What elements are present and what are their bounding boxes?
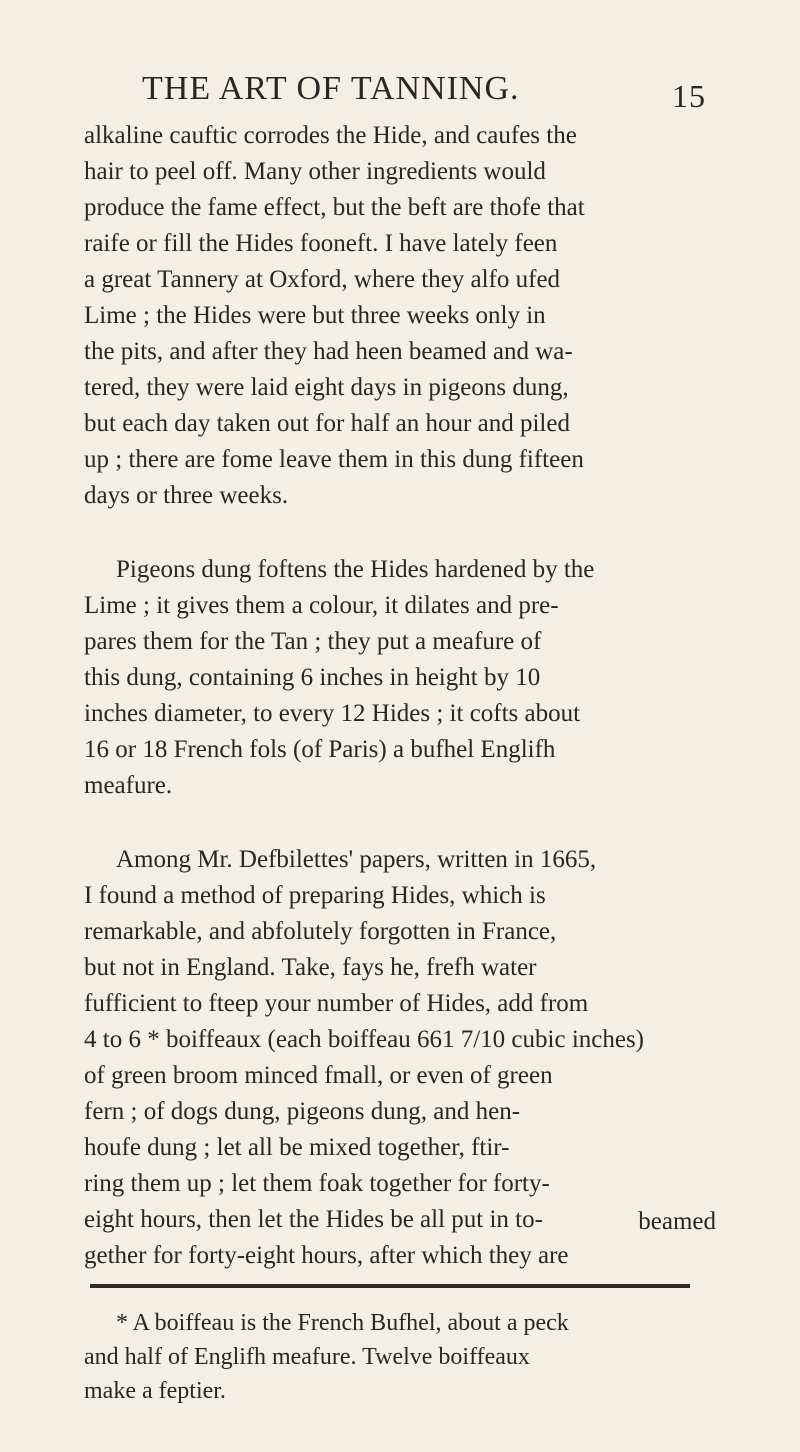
footnote: [84, 1306, 714, 1408]
paragraph-2: [84, 552, 716, 804]
text-line: eight hours, then let the Hides be all put in to-: [84, 1206, 543, 1233]
footnote-line: and half of Englifh meafure. Twelve boiffeaux: [84, 1344, 530, 1370]
text-line: but each day taken out for half an hour and piled: [84, 410, 570, 437]
text-line: pares them for the Tan ; they put a meafure of: [84, 628, 542, 655]
text-line: but not in England. Take, fays he, frefh water: [84, 954, 537, 981]
paragraph-gap: [84, 514, 716, 552]
text-line: raife or fill the Hides fooneft. I have lately feen: [84, 230, 558, 257]
text-line: fufficient to fteep your number of Hides, add from: [84, 990, 589, 1017]
text-line: remarkable, and abfolutely forgotten in France,: [84, 918, 557, 945]
paragraph-3: [84, 842, 716, 1274]
text-line: Among Mr. Defbilettes' papers, written in 1665,: [116, 846, 597, 873]
text-line: the pits, and after they had heen beamed and wa-: [84, 338, 573, 365]
text-line: 16 or 18 French fols (of Paris) a bufhel Englifh: [84, 736, 556, 763]
text-line: produce the fame effect, but the beft are thofe that: [84, 194, 585, 221]
text-line: of green broom minced fmall, or even of green: [84, 1062, 553, 1089]
text-line: Pigeons dung foftens the Hides hardened by the: [116, 556, 595, 583]
running-title: THE ART OF TANNING.: [142, 70, 520, 107]
body-text: [84, 118, 716, 1274]
paragraph-gap: [84, 804, 716, 842]
text-line: Lime ; the Hides were but three weeks only in: [84, 302, 546, 329]
text-line: meafure.: [84, 772, 173, 799]
running-header: [142, 70, 706, 114]
text-line: inches diameter, to every 12 Hides ; it cofts about: [84, 700, 581, 727]
text-line: I found a method of preparing Hides, which is: [84, 882, 546, 909]
text-line: gether for forty-eight hours, after which they are: [84, 1242, 569, 1269]
text-line: alkaline cauftic corrodes the Hide, and caufes the: [84, 122, 577, 149]
text-line: a great Tannery at Oxford, where they alfo ufed: [84, 266, 561, 293]
page-number: 15: [672, 78, 706, 114]
text-line: ring them up ; let them foak together for forty-: [84, 1170, 550, 1197]
text-line: tered, they were laid eight days in pigeons dung,: [84, 374, 569, 401]
text-line: Lime ; it gives them a colour, it dilates and pre-: [84, 592, 559, 619]
text-line: fern ; of dogs dung, pigeons dung, and hen-: [84, 1098, 521, 1125]
text-line: up ; there are fome leave them in this dung fifteen: [84, 446, 584, 473]
text-line: houfe dung ; let all be mixed together, ftir-: [84, 1134, 510, 1161]
text-line: days or three weeks.: [84, 482, 289, 509]
footnote-rule: [90, 1284, 690, 1288]
paragraph-1: [84, 118, 716, 514]
text-line: 4 to 6 * boiffeaux (each boiffeau 661 7/10 cubic inches): [84, 1026, 645, 1053]
text-line: hair to peel off. Many other ingredients would: [84, 158, 546, 185]
footnote-line: * A boiffeau is the French Bufhel, about a peck: [116, 1310, 569, 1336]
footnote-line: make a feptier.: [84, 1378, 226, 1404]
text-line: this dung, containing 6 inches in height by 10: [84, 664, 541, 691]
catchword: beamed: [638, 1208, 716, 1235]
